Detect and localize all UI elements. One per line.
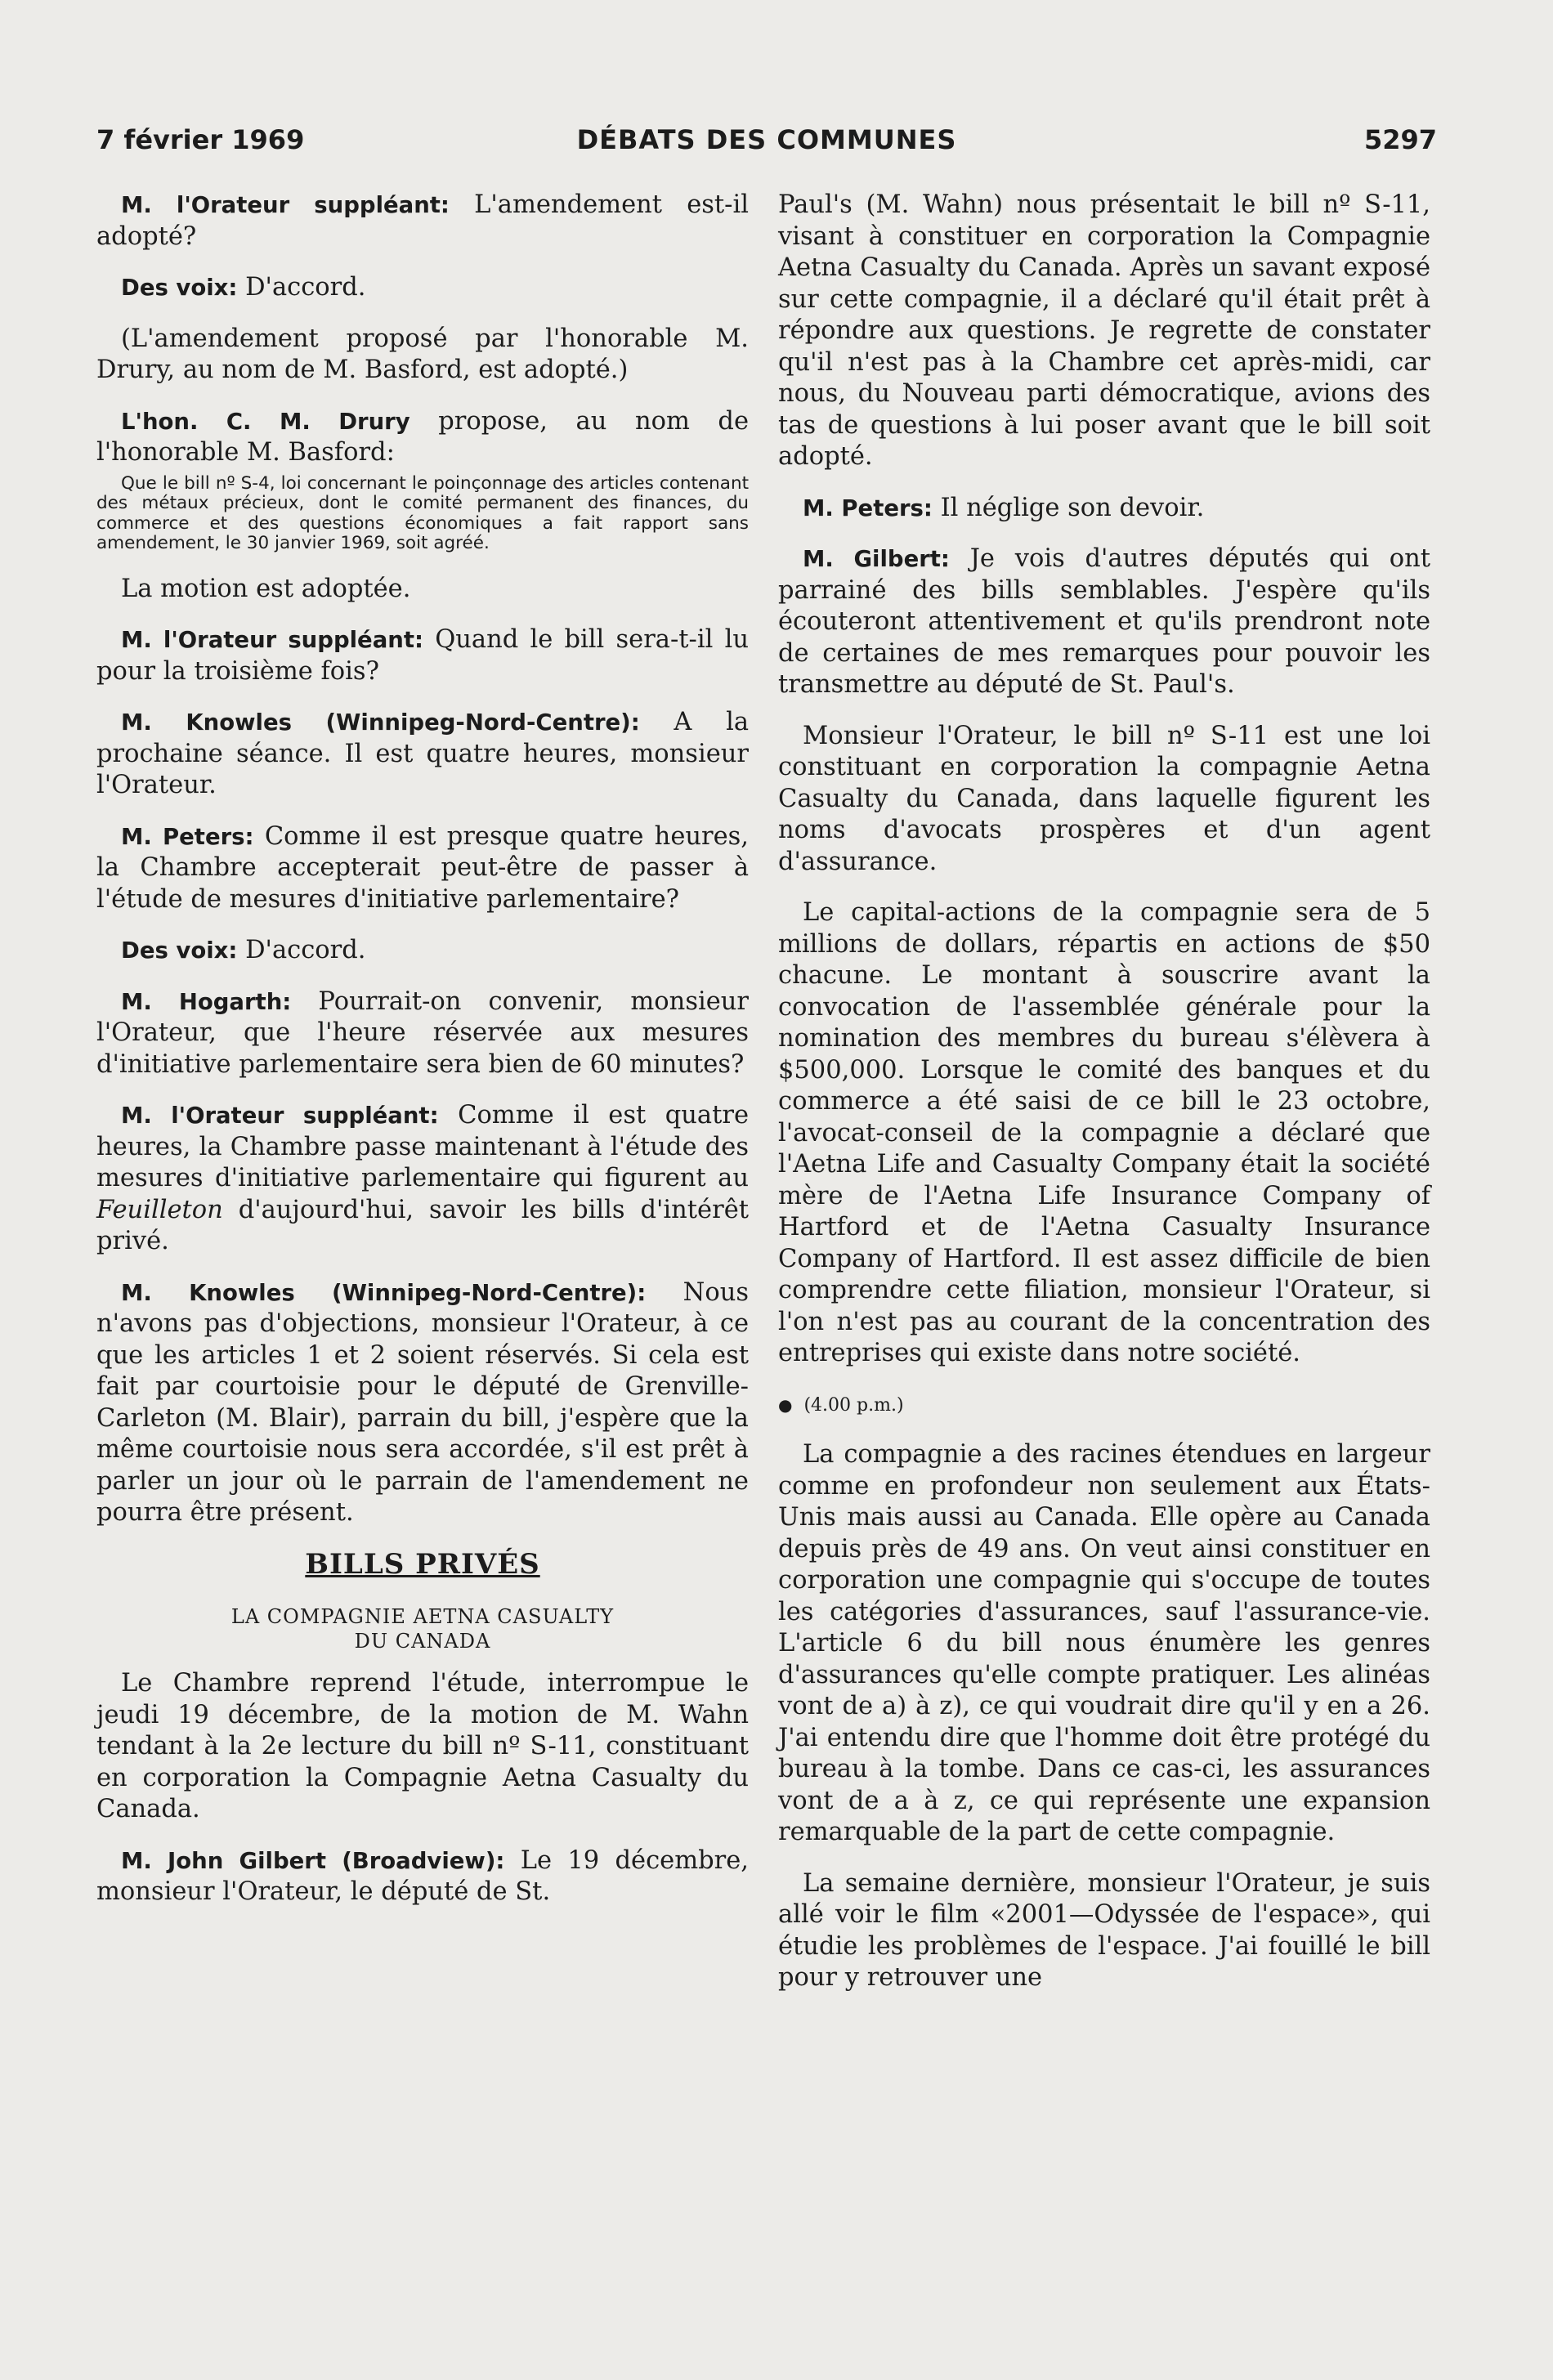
paragraph: Le Chambre reprend l'étude, interrompue le jeudi 19 décembre, de la motion de M. Wahn tendant à la 2e lecture du bill nº S-11, constituant en corporation la Compagnie Aetna Casualty du Canada. [96,1669,749,1823]
paragraph: M. Gilbert: Je vois d'autres députés qui ont parrainé des bills semblables. J'espère qu'ils écouteront attentivement et qu'ils prendront note de certaines de mes remarques pour pouvoir les transmettre au député de St. Paul's. [778,544,1430,699]
right-column [778,190,1430,2014]
paragraph: M. l'Orateur suppléant: Quand le bill sera-t-il lu pour la troisième fois? [96,625,749,686]
paragraph: (L'amendement proposé par l'honorable M. Drury, au nom de M. Basford, est adopté.) [96,324,749,384]
page-header [96,124,1437,165]
paragraph: M. Knowles (Winnipeg-Nord-Centre): A la prochaine séance. Il est quatre heures, monsieur l'Orateur. [96,708,750,799]
paragraph: M. l'Orateur suppléant: L'amendement est-il adopté? [96,190,749,251]
header-title: DÉBATS DES COMMUNES [576,124,957,155]
speaker-name: Des voix: [121,937,238,964]
section-heading: BILLS PRIVÉS [305,1547,540,1581]
speaker-name: M. John Gilbert (Broadview): [121,1847,505,1874]
header-date: 7 février 1969 [96,124,305,155]
paragraph: La motion est adoptée. [121,574,411,603]
speaker-name: M. Gilbert: [803,546,950,572]
motion-quote: Que le bill nº S-4, loi concernant le poinçonnage des articles contenant des métaux précieux, dont le comité permanent des finances, du commerce et des questions économiques a fait rapport sans amendement, le 30 janvier 1969, soit agréé. [96,472,749,553]
paragraph: M. Peters: Il néglige son devoir. [803,493,1205,522]
page-number: 5297 [1363,124,1437,155]
speaker-name: M. Hogarth: [121,988,292,1015]
speaker-name: L'hon. C. M. Drury [121,408,410,435]
paragraph: L'hon. C. M. Drury propose, au nom de l'honorable M. Basford: [96,406,750,467]
paragraph: La compagnie a des racines étendues en largeur comme en profondeur non seulement aux États-Unis mais aussi au Canada. Elle opère au Canada depuis près de 49 ans. On veut ainsi constituer en corporation une compagnie qui s'occupe de toutes les catégories d'assurances, sauf l'assurance-vie. L'article 6 du bill nous énumère les genres d'assurances qu'elle compte pratiquer. Les alinéas vont de a) à z), ce qui voudrait dire qu'il y en a 26. J'ai entendu dire que l'homme doit être protégé du bureau à la tombe. Dans ce cas-ci, les assurances vont de a à z, ce qui représente une expansion remarquable de la part de cette compagnie. [778,1440,1430,1846]
paragraph: Paul's (M. Wahn) nous présentait le bill nº S-11, visant à constituer en corporation la Compagnie Aetna Casualty du Canada. Après un savant exposé sur cette compagnie, il a déclaré qu'il était prêt à répondre aux questions. Je regrette de constater qu'il n'est pas à la Chambre cet après-midi, car nous, du Nouveau parti démocratique, avions des tas de questions à lui poser avant que le bill soit adopté. [778,190,1430,471]
time-marker: ● (4.00 p.m.) [778,1394,904,1416]
bullet-icon: ● [778,1394,793,1415]
speaker-name: M. Peters: [803,494,933,521]
left-column [96,190,749,1928]
paragraph: M. Hogarth: Pourrait-on convenir, monsieur l'Orateur, que l'heure réservée aux mesures d'initiative parlementaire sera bien de 60 minutes? [96,986,749,1079]
speaker-name: M. Peters: [121,823,254,850]
paragraph: M. l'Orateur suppléant: Comme il est quatre heures, la Chambre passe maintenant à l'étude des mesures d'initiative parlementaire qui figurent au Feuilleton d'aujourd'hui, savoir les bills d'intérêt privé. [96,1101,749,1255]
paragraph: Monsieur l'Orateur, le bill nº S-11 est une loi constituant en corporation la compagnie Aetna Casualty du Canada, dans laquelle figurent les noms d'avocats prospères et d'un agent d'assurance. [778,721,1430,876]
speaker-name: M. l'Orateur suppléant: [121,627,423,653]
italic-title: Feuilleton [96,1195,223,1224]
section-subheading: LA COMPAGNIE AETNA CASUALTY DU CANADA [230,1605,615,1653]
paragraph: M. Peters: Comme il est presque quatre heures, la Chambre accepterait peut-être de passer à l'étude de mesures d'initiative parlementaire? [96,821,749,914]
paragraph: M. Knowles (Winnipeg-Nord-Centre): Nous n'avons pas d'objections, monsieur l'Orateur, à ce que les articles 1 et 2 soient réservés. Si cela est fait par courtoisie pour le député de Grenville-Carleton (M. Blair), parrain du bill, j'espère que la même courtoisie nous sera accordée, s'il est prêt à parler un jour où le parrain de l'amendement ne pourra être présent. [96,1277,749,1527]
paragraph: M. John Gilbert (Broadview): Le 19 décembre, monsieur l'Orateur, le député de St. [96,1845,749,1906]
speaker-name: M. Knowles (Winnipeg-Nord-Centre): [121,1279,647,1306]
paragraph: Le capital-actions de la compagnie sera de 5 millions de dollars, répartis en actions de $50 chacune. Le montant à souscrire avant la convocation de l'assemblée générale pour la nomination des membres du bureau s'élèvera à $500,000. Lorsque le comité des banques et du commerce a été saisi de ce bill le 23 octobre, l'avocat-conseil de la compagnie a déclaré que l'Aetna Life and Casualty Company était la société mère de l'Aetna Life Insurance Company of Hartford et de l'Aetna Casualty Insurance Company of Hartford. Il est assez difficile de bien comprendre cette filiation, monsieur l'Orateur, si l'on n'est pas au courant de la concentration des entreprises qui existe dans notre société. [778,898,1430,1367]
paragraph: Des voix: D'accord. [121,936,366,964]
speaker-name: M. Knowles (Winnipeg-Nord-Centre): [121,709,640,736]
speaker-name: M. l'Orateur suppléant: [121,1103,439,1129]
paragraph: Des voix: D'accord. [121,273,366,302]
speaker-name: Des voix: [121,275,238,301]
paragraph: La semaine dernière, monsieur l'Orateur, je suis allé voir le film «2001—Odyssée de l'espace», qui étudie les problèmes de l'espace. J'ai fouillé le bill pour y retrouver une [778,1868,1430,1992]
speaker-name: M. l'Orateur suppléant: [121,192,450,218]
